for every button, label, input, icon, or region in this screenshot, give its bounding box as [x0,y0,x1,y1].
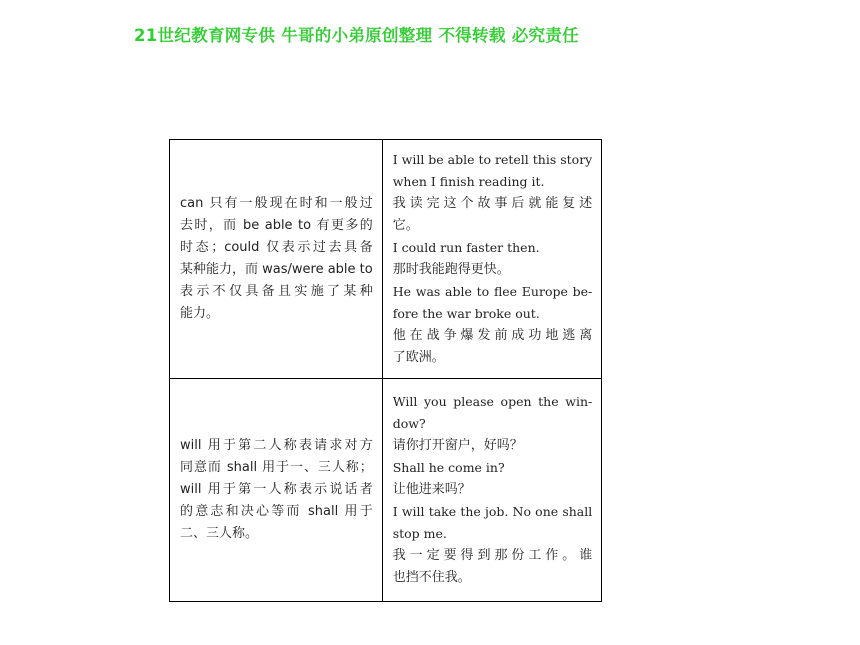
explanation-line: 二、三人称。 [180,526,259,541]
example-line: 它。 [392,218,419,233]
example-line: Will you please open the win- [392,394,593,409]
example-line: I will take the job. No one shall [392,504,593,519]
grammar-comparison-table [169,139,602,602]
example-line: 他在战争爆发前成功地逃离 [392,328,593,343]
example-line: 我一定要得到那份工作。谁 [392,548,593,563]
example-line: 我读完这个故事后就能复述 [392,196,593,211]
explanation-line: will 用于第一人称表示说话者 [180,482,373,497]
explanation-line: 的意志和决心等而 shall 用于 [180,504,373,519]
explanation-line: will 用于第二人称表请求对方 [180,438,373,453]
explanation-line: can 只有一般现在时和一般过 [180,196,373,211]
example-line: I will be able to retell this story [392,152,593,167]
explanation-line: 去时，而 be able to 有更多的 [180,218,373,233]
explanation-line: 时态；could 仅表示过去具备 [180,240,373,255]
example-line: when I finish reading it. [392,174,545,189]
explanation-line: 同意而 shall 用于一、三人称； [180,460,373,475]
example-line: Shall he come in? [392,460,505,475]
example-line: 让他进来吗？ [392,482,471,497]
example-line: 那时我能跑得更快。 [392,262,510,277]
table-row [170,379,602,602]
usage-explanation-cell [170,379,383,602]
header-banner: 21世纪教育网专供 牛哥的小弟原创整理 不得转载 必究责任 [134,26,579,45]
example-line: He was able to flee Europe be- [392,284,593,299]
example-line: 也挡不住我。 [392,570,471,585]
example-sentences-cell [382,140,602,379]
example-sentences-cell [382,379,602,602]
usage-explanation-cell [170,140,383,379]
example-line: dow? [392,416,426,431]
explanation-line: 某种能力，而 was/were able to [180,262,373,277]
explanation-line: 能力。 [180,306,220,321]
example-line: 请你打开窗户，好吗？ [392,438,523,453]
table-row [170,140,602,379]
example-line: fore the war broke out. [392,306,540,321]
explanation-line: 表示不仅具备且实施了某种 [180,284,373,299]
example-line: stop me. [392,526,447,541]
example-line: I could run faster then. [392,240,540,255]
example-line: 了欧洲。 [392,350,445,365]
